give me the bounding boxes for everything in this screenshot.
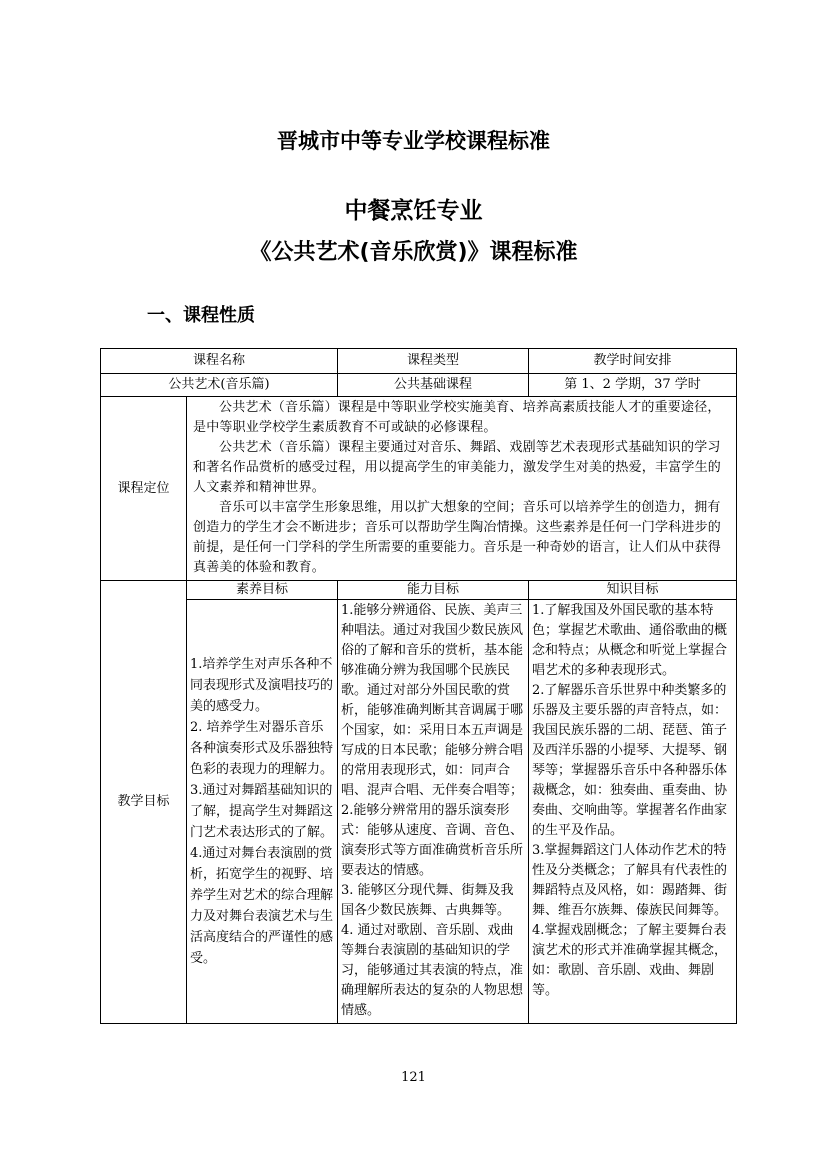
- header-course-name: 课程名称: [101, 349, 338, 374]
- positioning-label: 课程定位: [101, 397, 187, 581]
- ability-goals-cell: [338, 600, 529, 1024]
- list-item: 2. 培养学生对器乐音乐各种演奏形式及乐器独特色彩的表现力的理解力。: [190, 719, 334, 777]
- page-number: 121: [401, 1070, 426, 1085]
- school-standard-title: 晋城市中等专业学校课程标准: [277, 129, 550, 153]
- list-item: 4.通过对舞台表演剧的赏析，拓宽学生的视野、培养学生对艺术的综合理解力及对舞台表演艺术与生活高度结合的严谨性的感受。: [190, 845, 334, 966]
- cell-course-type: 公共基础课程: [338, 374, 529, 397]
- list-item: 2.能够分辨常用的器乐演奏形式：能够从速度、音调、音色、演奏形式等方面准确赏析音乐所要表达的情感。: [341, 803, 524, 878]
- list-item: 3.掌握舞蹈这门人体动作艺术的特性及分类概念；了解具有代表性的舞蹈特点及风格，如：踢踏舞、街舞、维吾尔族舞、傣族民间舞等。: [532, 843, 728, 918]
- header-ability-goals: 能力目标: [338, 581, 529, 600]
- list-item: 1.了解我国及外国民歌的基本特色；掌握艺术歌曲、通俗歌曲的概念和特点；从概念和听觉上掌握合唱艺术的多种表现形式。: [532, 603, 728, 678]
- header-course-type: 课程类型: [338, 349, 529, 374]
- major-title: 中餐烹饪专业: [344, 198, 483, 224]
- positioning-paragraph: 音乐可以丰富学生形象思维，用以扩大想象的空间；音乐可以培养学生的创造力，拥有创造力的学生才会不断进步；音乐可以帮助学生陶冶情操。这些素养是任何一门学科进步的前提，是任何一门学科的学生所需要的重要能力。音乐是一种奇妙的语言，让人们从中获得真善美的体验和教育。: [193, 500, 722, 575]
- list-item: 3. 能够区分现代舞、街舞及我国各少数民族舞、古典舞等。: [341, 883, 514, 918]
- cell-schedule: 第 1、2 学期，37 学时: [529, 374, 737, 397]
- list-item: 1.能够分辨通俗、民族、美声三种唱法。通过对我国少数民族风俗的了解和音乐的赏析，基本能够准确分辨为我国哪个民族民歌。通过对部分外国民歌的赏析，能够准确判断其音调属于哪个国家，如：采用日本五声调是写成的日本民歌；能够分辨合唱的常用表现形式，如：同声合唱、混声合唱、无伴奏合唱等；: [341, 603, 524, 798]
- course-title: 《公共艺术(音乐欣赏)》课程标准: [249, 240, 578, 265]
- cell-course-name: 公共艺术(音乐篇): [101, 374, 338, 397]
- goals-header-row: [101, 581, 737, 600]
- positioning-content: [187, 397, 737, 581]
- list-item: 4. 通过对歌剧、音乐剧、戏曲等舞台表演剧的基础知识的学习，能够通过其表演的特点，准确理解所表达的复杂的人物思想情感。: [341, 923, 524, 1018]
- header-literacy-goals: 素养目标: [187, 581, 338, 600]
- list-item: 4.掌握戏剧概念；了解主要舞台表演艺术的形式并准确掌握其概念，如：歌剧、音乐剧、戏曲、舞剧等。: [532, 923, 728, 998]
- literacy-goals-cell: [187, 600, 338, 1024]
- knowledge-goals-cell: [529, 600, 737, 1024]
- positioning-paragraph: 公共艺术（音乐篇）课程主要通过对音乐、舞蹈、戏剧等艺术表现形式基础知识的学习和著名作品赏析的感受过程，用以提高学生的审美能力，激发学生对美的热爱，丰富学生的人文素养和精神世界。: [193, 440, 722, 495]
- goals-label: 教学目标: [101, 581, 187, 1024]
- table-row: [101, 397, 737, 581]
- header-knowledge-goals: 知识目标: [529, 581, 737, 600]
- header-schedule: 教学时间安排: [529, 349, 737, 374]
- table-header-row: [101, 349, 737, 374]
- list-item: 1.培养学生对声乐各种不同表现形式及演唱技巧的美的感受力。: [190, 656, 334, 714]
- section-heading: 一、课程性质: [147, 305, 255, 326]
- table-row: [101, 600, 737, 1024]
- table-row: [101, 374, 737, 397]
- course-standard-table: [100, 348, 737, 1024]
- list-item: 2.了解器乐音乐世界中种类繁多的乐器及主要乐器的声音特点，如：我国民族乐器的二胡、琵琶、笛子及西洋乐器的小提琴、大提琴、钢琴等；掌握器乐音乐中各种器乐体裁概念，如：独奏曲、重奏曲、协奏曲、交响曲等。掌握著名作曲家的生平及作品。: [532, 683, 728, 838]
- positioning-paragraph: 公共艺术（音乐篇）课程是中等职业学校实施美育、培养高素质技能人才的重要途径，是中等职业学校学生素质教育不可或缺的必修课程。: [193, 400, 721, 435]
- list-item: 3.通过对舞蹈基础知识的了解，提高学生对舞蹈这门艺术表达形式的了解。: [190, 782, 334, 840]
